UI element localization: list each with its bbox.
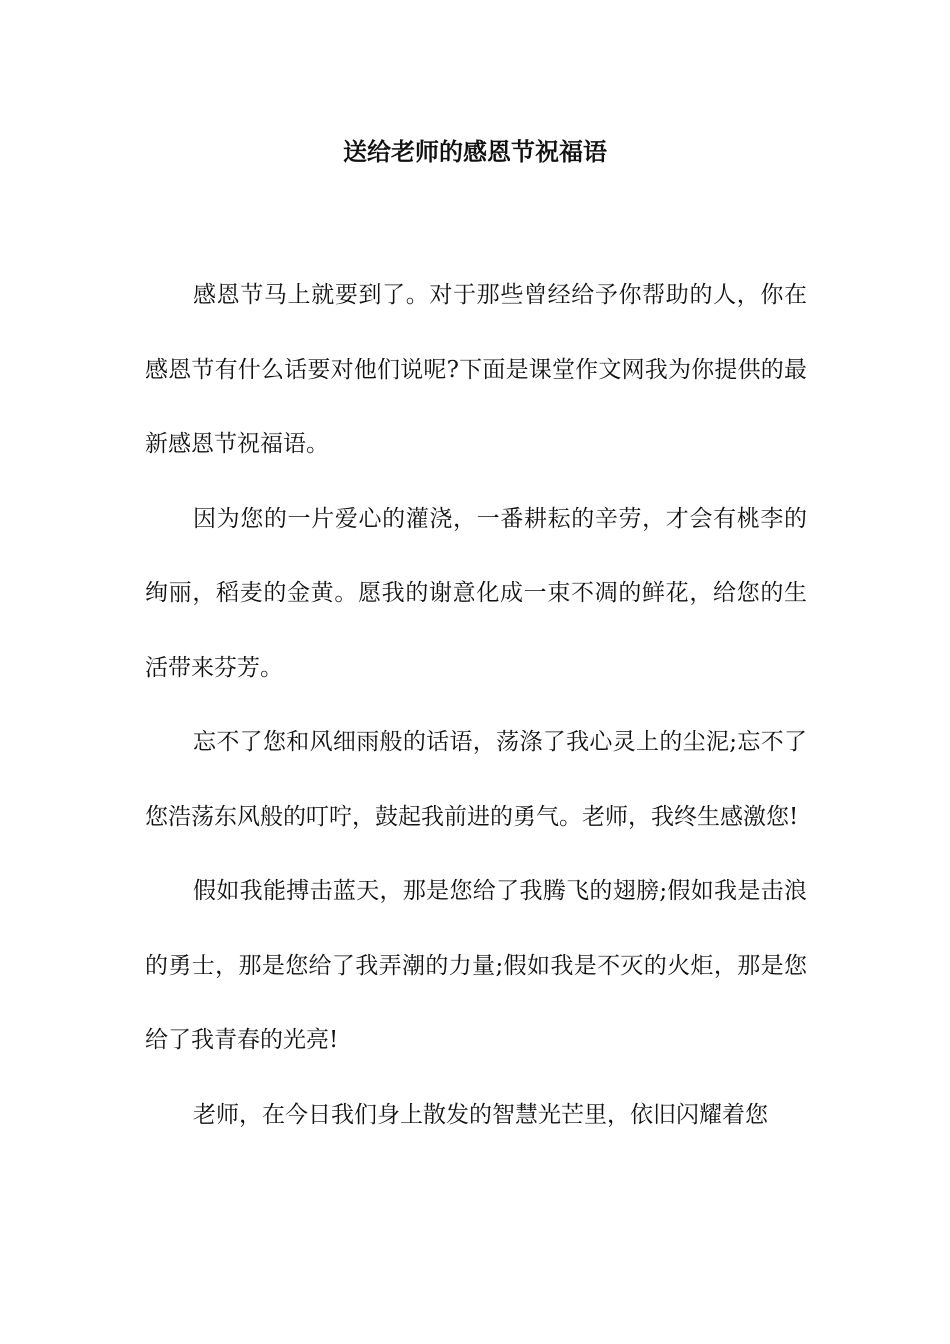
- paragraph-3: 忘不了您和风细雨般的话语，荡涤了我心灵上的尘泥;忘不了您浩荡东风般的叮咛，鼓起我前进的勇气。老师，我终生感激您!: [145, 729, 807, 830]
- paragraph-4: 假如我能搏击蓝天，那是您给了我腾飞的翅膀;假如我是击浪的勇士，那是您给了我弄潮的力量;假如我是不灭的火炬，那是您给了我青春的光亮!: [145, 878, 807, 1053]
- document-title: 送给老师的感恩节祝福语: [343, 137, 607, 166]
- paragraph-5: 老师，在今日我们身上散发的智慧光芒里，依旧闪耀着您: [193, 1101, 768, 1128]
- document-body: [145, 258, 807, 1152]
- paragraph-2: 因为您的一片爱心的灌浇，一番耕耘的辛劳，才会有桃李的绚丽，稻麦的金黄。愿我的谢意化成一束不凋的鲜花，给您的生活带来芬芳。: [145, 505, 807, 681]
- paragraph-1: 感恩节马上就要到了。对于那些曾经给予你帮助的人，你在感恩节有什么话要对他们说呢?下面是课堂作文网我为你提供的最新感恩节祝福语。: [145, 282, 807, 457]
